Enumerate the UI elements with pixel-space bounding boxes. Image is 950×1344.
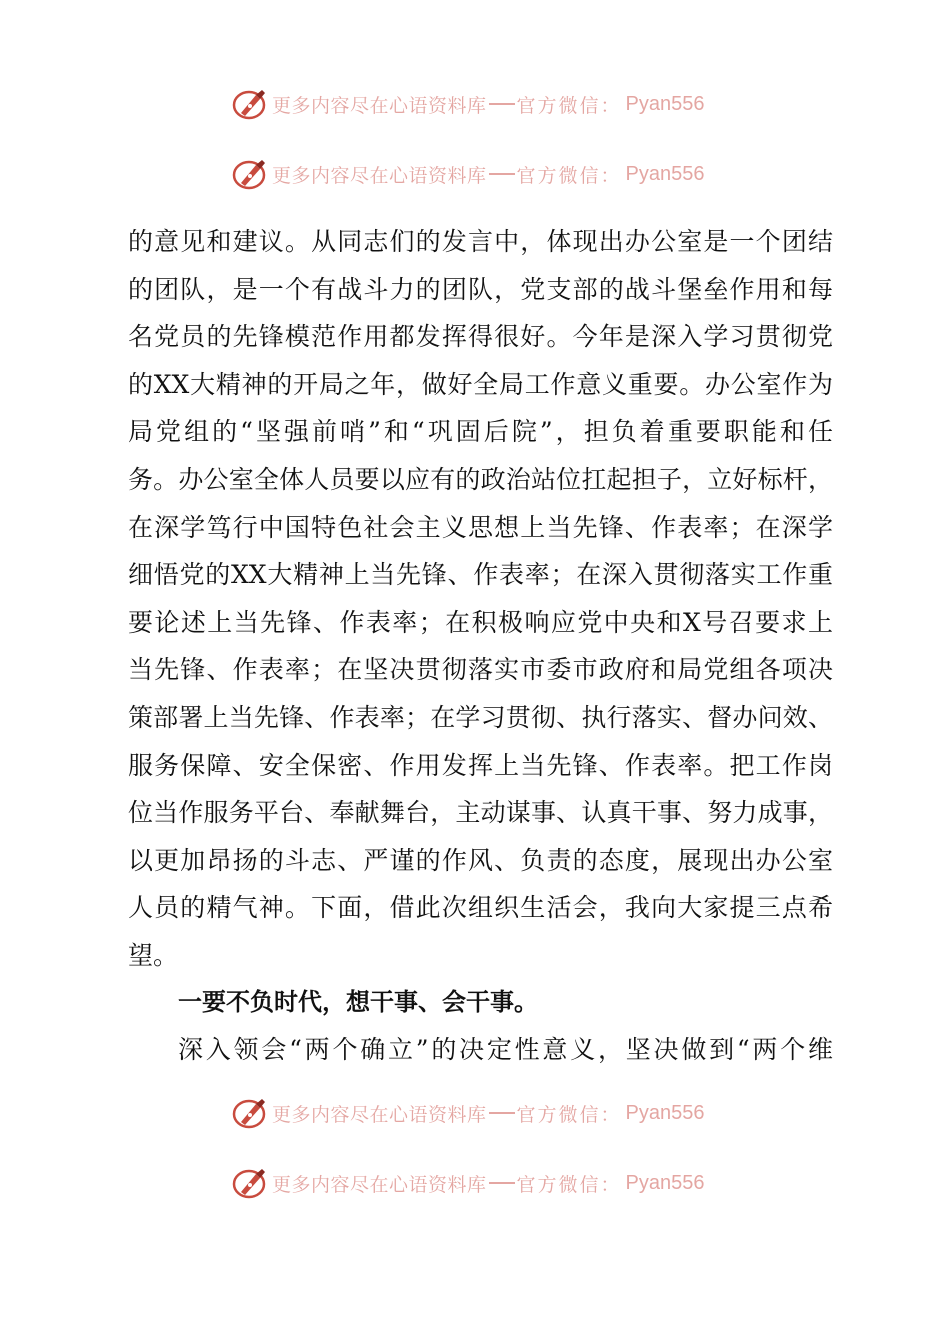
pen-nib-logo-icon bbox=[232, 1096, 268, 1130]
body-line: 人员的精气神。下面，借此次组织生活会，我向大家提三点希 bbox=[128, 893, 833, 923]
section-heading: 一要不负时代，想干事、会干事。 bbox=[178, 988, 538, 1016]
watermark-bottom-1 bbox=[232, 1096, 705, 1130]
watermark-account: Pyan556 bbox=[625, 162, 705, 185]
watermark-brand: 更多内容尽在心语资料库 bbox=[272, 1173, 487, 1196]
body-line: 的意见和建议。从同志们的发言中，体现出办公室是一个团结 bbox=[128, 227, 833, 256]
body-line: 要论述上当先锋、作表率；在积极响应党中央和X号召要求上 bbox=[128, 607, 833, 637]
watermark-top-2 bbox=[232, 157, 705, 191]
body-line: 望。 bbox=[128, 940, 179, 970]
watermark-brand: 更多内容尽在心语资料库 bbox=[272, 1103, 487, 1126]
body-paragraph bbox=[128, 218, 833, 980]
body-line: 的团队，是一个有战斗力的团队，党支部的战斗堡垒作用和每 bbox=[128, 274, 833, 304]
watermark-channel: 官方微信： bbox=[516, 164, 622, 187]
watermark-bottom-2 bbox=[232, 1166, 705, 1200]
watermark-account: Pyan556 bbox=[625, 1171, 705, 1194]
watermark-dash bbox=[489, 173, 515, 175]
watermark-channel: 官方微信： bbox=[516, 1173, 622, 1196]
body-line: 名党员的先锋模范作用都发挥得很好。今年是深入学习贯彻党 bbox=[128, 322, 833, 352]
pen-nib-logo-icon bbox=[232, 1166, 268, 1200]
body-line: 当先锋、作表率；在坚决贯彻落实市委市政府和局党组各项决 bbox=[128, 655, 833, 685]
pen-nib-logo-icon bbox=[232, 157, 268, 191]
watermark-channel: 官方微信： bbox=[516, 1103, 622, 1126]
watermark-account: Pyan556 bbox=[625, 1101, 705, 1124]
body-line: 细悟党的XX大精神上当先锋、作表率；在深入贯彻落实工作重 bbox=[128, 560, 833, 590]
body-line: 在深学笃行中国特色社会主义思想上当先锋、作表率；在深学 bbox=[128, 512, 833, 542]
watermark-account: Pyan556 bbox=[625, 92, 705, 115]
watermark-dash bbox=[489, 1182, 515, 1184]
watermark-channel: 官方微信： bbox=[516, 94, 622, 117]
body-line: 局党组的“坚强前哨”和“巩固后院”，担负着重要职能和任 bbox=[128, 417, 833, 447]
watermark-dash bbox=[489, 103, 515, 105]
body-line: 的XX大精神的开局之年，做好全局工作意义重要。办公室作为 bbox=[128, 369, 833, 399]
body-line: 服务保障、安全保密、作用发挥上当先锋、作表率。把工作岗 bbox=[128, 750, 833, 780]
body-line: 策部署上当先锋、作表率；在学习贯彻、执行落实、督办问效、 bbox=[128, 702, 833, 732]
body-line: 位当作服务平台、奉献舞台，主动谋事、认真干事、努力成事， bbox=[128, 798, 833, 828]
body-line: 以更加昂扬的斗志、严谨的作风、负责的态度，展现出办公室 bbox=[128, 845, 833, 875]
watermark-top-1 bbox=[232, 87, 705, 121]
body-paragraph-2: 深入领会“两个确立”的决定性意义，坚决做到“两个维 bbox=[178, 1035, 833, 1064]
watermark-dash bbox=[489, 1112, 515, 1114]
watermark-brand: 更多内容尽在心语资料库 bbox=[272, 164, 487, 187]
pen-nib-logo-icon bbox=[232, 87, 268, 121]
body-line: 务。办公室全体人员要以应有的政治站位扛起担子，立好标杆， bbox=[128, 464, 833, 494]
watermark-brand: 更多内容尽在心语资料库 bbox=[272, 94, 487, 117]
